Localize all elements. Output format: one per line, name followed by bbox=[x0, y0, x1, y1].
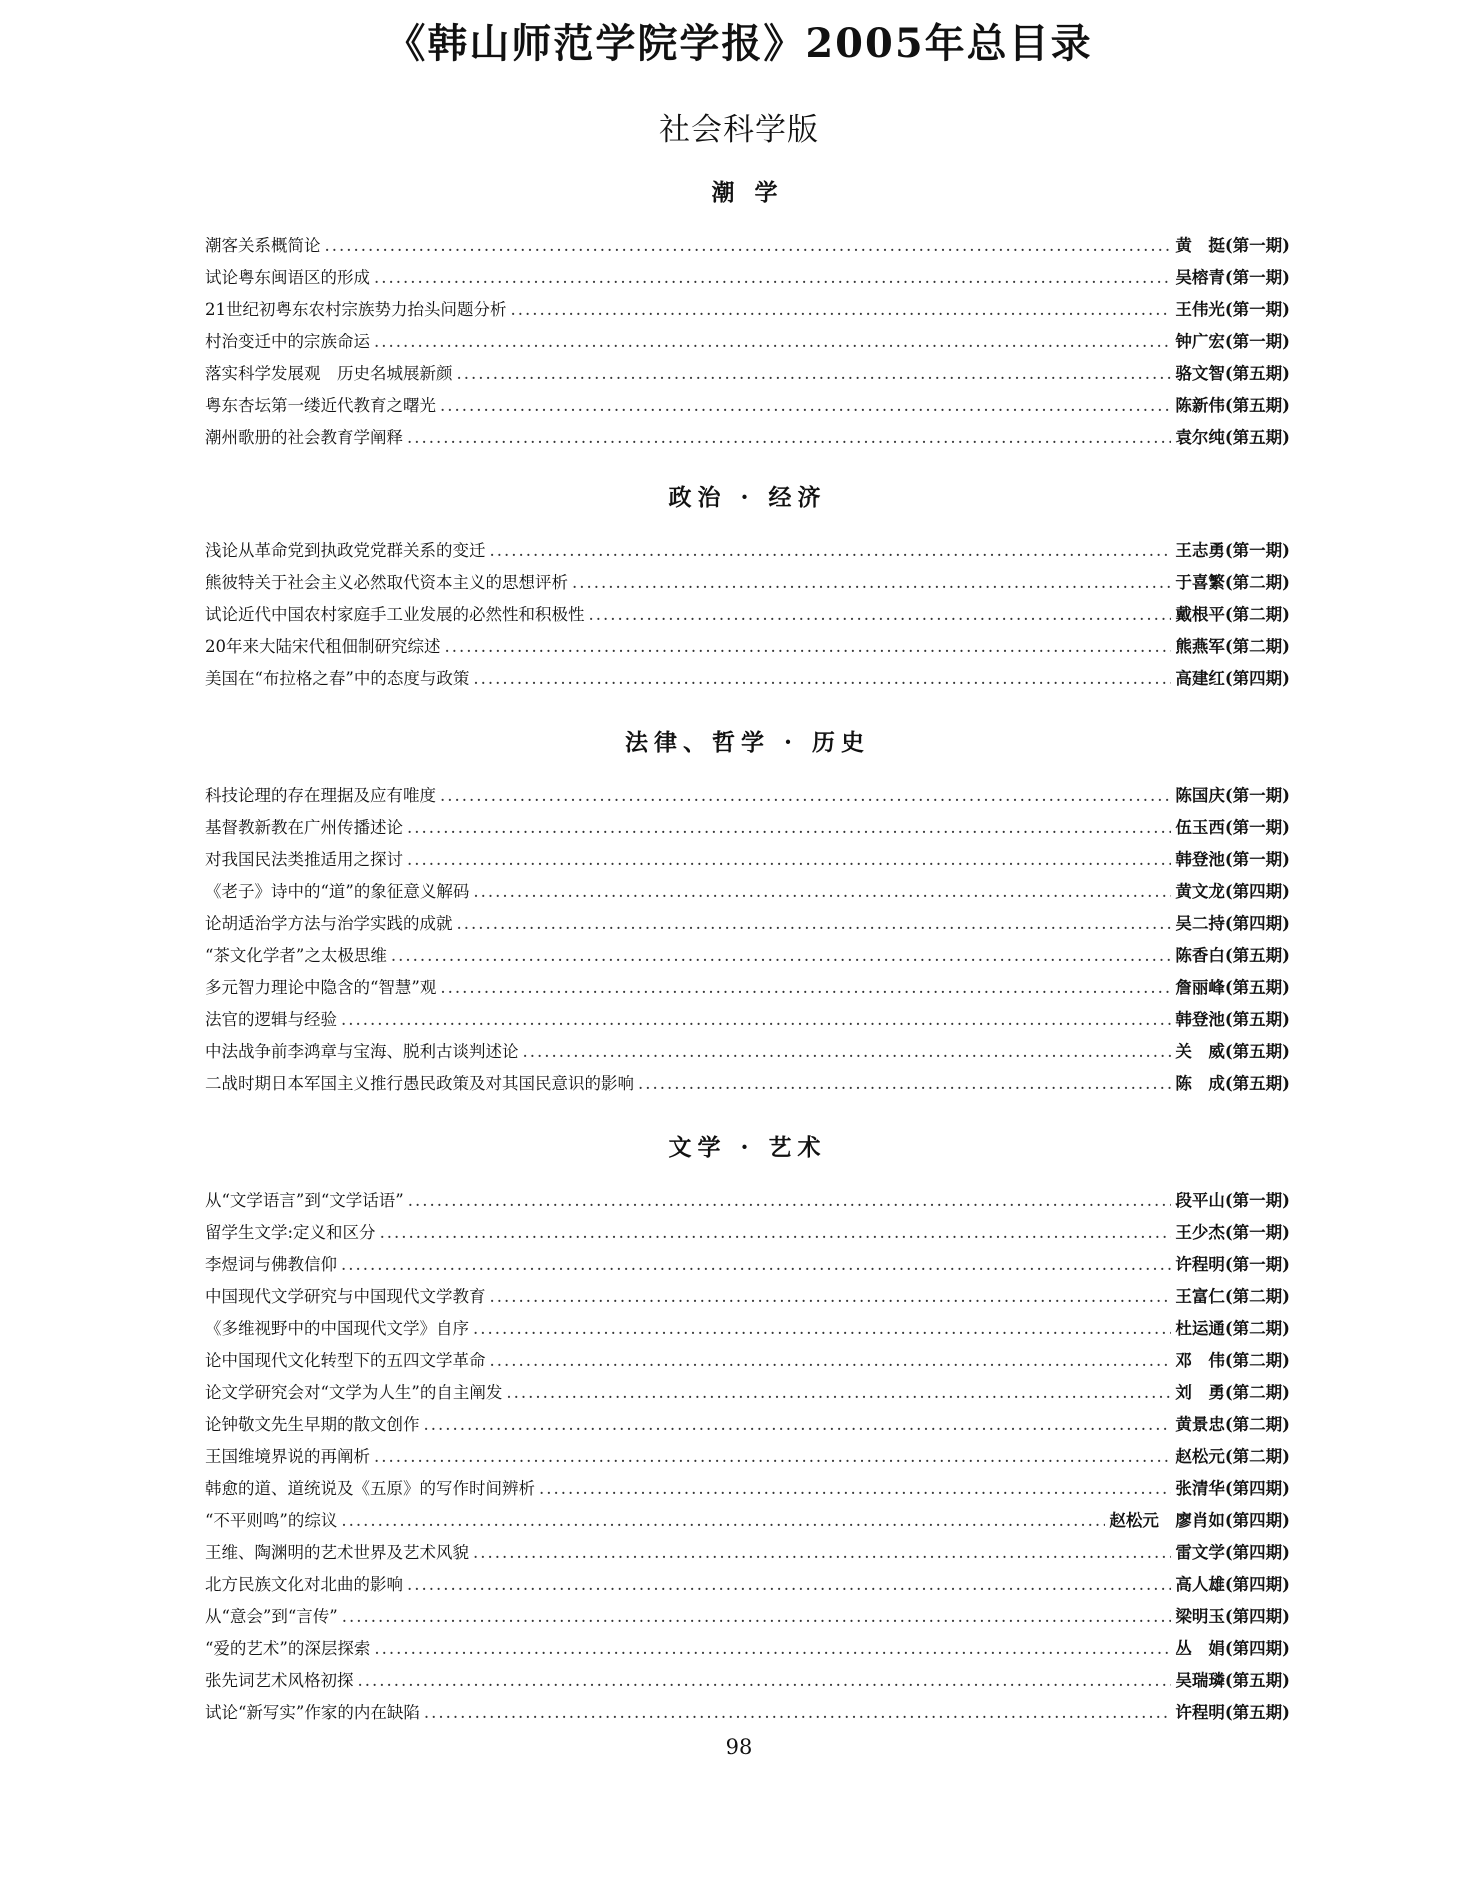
entry-issue: (第五期) bbox=[1224, 1042, 1290, 1061]
entry-title: 韩愈的道、道统说及《五原》的写作时间辨析 bbox=[205, 1479, 535, 1498]
entry-issue: (第五期) bbox=[1224, 428, 1290, 447]
entry-author: 杜运通 bbox=[1175, 1319, 1225, 1338]
dot-leader bbox=[506, 1377, 1171, 1409]
entry-title: 熊彼特关于社会主义必然取代资本主义的思想评析 bbox=[205, 573, 568, 592]
entry-issue: (第五期) bbox=[1224, 364, 1290, 383]
entry-author: 黄文龙 bbox=[1175, 882, 1225, 901]
entry-issue: (第一期) bbox=[1224, 236, 1290, 255]
entry-title: 试论粤东闽语区的形成 bbox=[205, 268, 370, 287]
dot-leader bbox=[473, 876, 1171, 908]
toc-entry bbox=[205, 1633, 1290, 1665]
entry-issue: (第二期) bbox=[1224, 1415, 1290, 1434]
toc-entry bbox=[205, 1569, 1290, 1601]
dot-leader bbox=[511, 294, 1172, 326]
entry-issue: (第二期) bbox=[1224, 637, 1290, 656]
entry-issue: (第五期) bbox=[1224, 1010, 1290, 1029]
entry-title: 对我国民法类推适用之探讨 bbox=[205, 850, 403, 869]
entry-issue: (第五期) bbox=[1224, 946, 1290, 965]
entry-title: 北方民族文化对北曲的影响 bbox=[205, 1575, 403, 1594]
entry-title: 论中国现代文化转型下的五四文学革命 bbox=[205, 1351, 486, 1370]
entry-title: 二战时期日本军国主义推行愚民政策及对其国民意识的影响 bbox=[205, 1074, 634, 1093]
entry-issue: (第二期) bbox=[1224, 573, 1290, 592]
toc-entry bbox=[205, 262, 1290, 294]
entry-issue: (第四期) bbox=[1224, 1575, 1290, 1594]
entry-author: 陈香白 bbox=[1175, 946, 1225, 965]
entry-issue: (第四期) bbox=[1224, 882, 1290, 901]
dot-leader bbox=[408, 1185, 1172, 1217]
dot-leader bbox=[523, 1036, 1172, 1068]
dot-leader bbox=[325, 230, 1172, 262]
entry-title: 多元智力理论中隐含的“智慧”观 bbox=[205, 978, 437, 997]
toc-entry bbox=[205, 876, 1290, 908]
dot-leader bbox=[374, 1441, 1171, 1473]
entry-title: 法官的逻辑与经验 bbox=[205, 1010, 337, 1029]
dot-leader bbox=[572, 567, 1171, 599]
toc-entry bbox=[205, 1249, 1290, 1281]
entry-issue: (第一期) bbox=[1224, 1255, 1290, 1274]
entry-title: 科技论理的存在理据及应有唯度 bbox=[205, 786, 436, 805]
toc-section bbox=[205, 728, 1290, 1100]
entry-issue: (第五期) bbox=[1224, 396, 1290, 415]
entry-issue: (第二期) bbox=[1224, 1383, 1290, 1402]
entry-title: 试论近代中国农村家庭手工业发展的必然性和积极性 bbox=[205, 605, 585, 624]
entry-issue: (第四期) bbox=[1224, 1543, 1290, 1562]
toc-entry bbox=[205, 1697, 1290, 1729]
entry-issue: (第一期) bbox=[1224, 786, 1290, 805]
entry-author: 赵松元 廖肖如 bbox=[1109, 1511, 1225, 1530]
entry-author: 熊燕军 bbox=[1175, 637, 1225, 656]
entry-author: 吴榕青 bbox=[1175, 268, 1225, 287]
toc-entry bbox=[205, 230, 1290, 262]
entry-title: “不平则鸣”的综议 bbox=[205, 1511, 338, 1530]
entry-issue: (第一期) bbox=[1224, 850, 1290, 869]
entry-author: 于喜繁 bbox=[1175, 573, 1225, 592]
dot-leader bbox=[407, 422, 1171, 454]
toc-entry bbox=[205, 780, 1290, 812]
section-heading: 潮 学 bbox=[711, 179, 784, 206]
dot-leader bbox=[490, 535, 1172, 567]
entry-issue: (第四期) bbox=[1224, 914, 1290, 933]
dot-leader bbox=[380, 1217, 1172, 1249]
entry-author: 戴根平 bbox=[1175, 605, 1225, 624]
entry-title: 李煜词与佛教信仰 bbox=[205, 1255, 337, 1274]
entry-title: 从“意会”到“言传” bbox=[205, 1607, 338, 1626]
entry-author: 刘 勇 bbox=[1175, 1383, 1225, 1402]
page-title: 《韩山师范学院学报》2005年总目录 bbox=[385, 20, 1093, 67]
entry-author: 吴瑞璘 bbox=[1175, 1671, 1225, 1690]
entry-issue: (第一期) bbox=[1224, 268, 1290, 287]
section-heading: 文学 · 艺术 bbox=[668, 1134, 827, 1161]
entry-title: 从“文学语言”到“文学话语” bbox=[205, 1191, 404, 1210]
entry-issue: (第五期) bbox=[1224, 1074, 1290, 1093]
entry-issue: (第四期) bbox=[1224, 1479, 1290, 1498]
dot-leader bbox=[539, 1473, 1171, 1505]
entry-title: 中法战争前李鸿章与宝海、脱利古谈判述论 bbox=[205, 1042, 519, 1061]
toc-entry bbox=[205, 1185, 1290, 1217]
toc-entry bbox=[205, 812, 1290, 844]
dot-leader bbox=[473, 663, 1171, 695]
toc-entry bbox=[205, 1068, 1290, 1100]
entry-author: 高人雄 bbox=[1175, 1575, 1225, 1594]
dot-leader bbox=[374, 262, 1171, 294]
entry-title: 21世纪初粤东农村宗族势力抬头问题分析 bbox=[205, 300, 507, 319]
dot-leader bbox=[440, 780, 1171, 812]
entry-title: 浅论从革命党到执政党党群关系的变迁 bbox=[205, 541, 486, 560]
toc-entry bbox=[205, 1036, 1290, 1068]
entry-issue: (第一期) bbox=[1224, 818, 1290, 837]
toc-entry bbox=[205, 1004, 1290, 1036]
toc-entry bbox=[205, 1377, 1290, 1409]
entry-author: 钟广宏 bbox=[1175, 332, 1225, 351]
dot-leader bbox=[341, 1004, 1171, 1036]
entry-author: 黄景忠 bbox=[1175, 1415, 1225, 1434]
toc-section bbox=[205, 178, 1290, 454]
toc-entry bbox=[205, 1505, 1290, 1537]
entry-author: 伍玉西 bbox=[1175, 818, 1225, 837]
entry-author: 詹丽峰 bbox=[1175, 978, 1225, 997]
entry-issue: (第一期) bbox=[1224, 332, 1290, 351]
entry-author: 雷文学 bbox=[1175, 1543, 1225, 1562]
entry-issue: (第五期) bbox=[1224, 1671, 1290, 1690]
entry-author: 邓 伟 bbox=[1175, 1351, 1225, 1370]
entry-title: 基督教新教在广州传播述论 bbox=[205, 818, 403, 837]
entry-author: 韩登池 bbox=[1175, 850, 1225, 869]
entry-title: 落实科学发展观 历史名城展新颜 bbox=[205, 364, 453, 383]
dot-leader bbox=[342, 1601, 1172, 1633]
entry-author: 关 威 bbox=[1175, 1042, 1225, 1061]
toc-entry bbox=[205, 390, 1290, 422]
dot-leader bbox=[473, 1537, 1171, 1569]
toc-entry bbox=[205, 422, 1290, 454]
entry-author: 袁尔纯 bbox=[1175, 428, 1225, 447]
toc-entry bbox=[205, 1537, 1290, 1569]
entry-title: 张先词艺术风格初探 bbox=[205, 1671, 354, 1690]
toc-entry bbox=[205, 1665, 1290, 1697]
entry-author: 赵松元 bbox=[1175, 1447, 1225, 1466]
entry-author: 王少杰 bbox=[1175, 1223, 1225, 1242]
dot-leader bbox=[391, 940, 1172, 972]
entry-author: 梁明玉 bbox=[1175, 1607, 1225, 1626]
dot-leader bbox=[440, 972, 1171, 1004]
toc-entry bbox=[205, 535, 1290, 567]
dot-leader bbox=[341, 1249, 1171, 1281]
section-heading: 政治 · 经济 bbox=[668, 484, 827, 511]
entry-author: 骆文智 bbox=[1175, 364, 1225, 383]
entry-author: 张清华 bbox=[1175, 1479, 1225, 1498]
dot-leader bbox=[424, 1697, 1172, 1729]
toc-entry bbox=[205, 599, 1290, 631]
entry-issue: (第五期) bbox=[1224, 978, 1290, 997]
toc-entry bbox=[205, 1217, 1290, 1249]
toc-entry bbox=[205, 1281, 1290, 1313]
toc-entry bbox=[205, 908, 1290, 940]
entry-title: 村治变迁中的宗族命运 bbox=[205, 332, 370, 351]
dot-leader bbox=[440, 390, 1171, 422]
toc-entry bbox=[205, 567, 1290, 599]
dot-leader bbox=[374, 1633, 1171, 1665]
entry-issue: (第五期) bbox=[1224, 1703, 1290, 1722]
entry-title: 留学生文学:定义和区分 bbox=[205, 1223, 376, 1242]
toc-entry bbox=[205, 844, 1290, 876]
entry-issue: (第一期) bbox=[1224, 1191, 1290, 1210]
dot-leader bbox=[407, 1569, 1171, 1601]
entry-issue: (第四期) bbox=[1224, 1511, 1290, 1530]
toc-entry bbox=[205, 972, 1290, 1004]
dot-leader bbox=[490, 1281, 1172, 1313]
entry-title: 论文学研究会对“文学为人生”的自主阐发 bbox=[205, 1383, 503, 1402]
entry-title: 《多维视野中的中国现代文学》自序 bbox=[205, 1319, 469, 1338]
dot-leader bbox=[490, 1345, 1172, 1377]
entry-title: 美国在“布拉格之春”中的态度与政策 bbox=[205, 669, 470, 688]
toc-entry bbox=[205, 1345, 1290, 1377]
dot-leader bbox=[589, 599, 1172, 631]
entry-author: 段平山 bbox=[1175, 1191, 1225, 1210]
entry-author: 许程明 bbox=[1175, 1255, 1225, 1274]
dot-leader bbox=[341, 1505, 1105, 1537]
entry-title: 中国现代文学研究与中国现代文学教育 bbox=[205, 1287, 486, 1306]
toc-entry bbox=[205, 1441, 1290, 1473]
dot-leader bbox=[374, 326, 1171, 358]
entry-issue: (第一期) bbox=[1224, 541, 1290, 560]
entry-author: 黄 挺 bbox=[1175, 236, 1225, 255]
entry-title: 潮州歌册的社会教育学阐释 bbox=[205, 428, 403, 447]
entry-issue: (第二期) bbox=[1224, 1351, 1290, 1370]
toc-entry bbox=[205, 940, 1290, 972]
entry-author: 陈国庆 bbox=[1175, 786, 1225, 805]
entry-title: 王维、陶渊明的艺术世界及艺术风貌 bbox=[205, 1543, 469, 1562]
entry-title: 《老子》诗中的“道”的象征意义解码 bbox=[205, 882, 470, 901]
dot-leader bbox=[638, 1068, 1171, 1100]
entry-title: 王国维境界说的再阐析 bbox=[205, 1447, 370, 1466]
entry-title: 20年来大陆宋代租佃制研究综述 bbox=[205, 637, 441, 656]
toc-section bbox=[205, 483, 1290, 695]
toc-entry bbox=[205, 1313, 1290, 1345]
entry-author: 王富仁 bbox=[1175, 1287, 1225, 1306]
entry-title: “爱的艺术”的深层探索 bbox=[205, 1639, 371, 1658]
dot-leader bbox=[445, 631, 1172, 663]
dot-leader bbox=[407, 812, 1171, 844]
entry-author: 王志勇 bbox=[1175, 541, 1225, 560]
edition-label: 社会科学版 bbox=[659, 112, 819, 148]
entry-issue: (第四期) bbox=[1224, 1639, 1290, 1658]
entry-title: 论胡适治学方法与治学实践的成就 bbox=[205, 914, 453, 933]
entry-issue: (第二期) bbox=[1224, 1447, 1290, 1466]
entry-issue: (第一期) bbox=[1224, 1223, 1290, 1242]
toc-entry bbox=[205, 663, 1290, 695]
toc-entry bbox=[205, 358, 1290, 390]
entry-author: 陈新伟 bbox=[1175, 396, 1225, 415]
entry-title: 试论“新写实”作家的内在缺陷 bbox=[205, 1703, 420, 1722]
page-number: 98 bbox=[725, 1735, 753, 1759]
entry-author: 高建红 bbox=[1175, 669, 1225, 688]
section-heading: 法律、哲学 · 历史 bbox=[624, 729, 871, 756]
entry-author: 王伟光 bbox=[1175, 300, 1225, 319]
entry-author: 韩登池 bbox=[1175, 1010, 1225, 1029]
entry-title: 粤东杏坛第一缕近代教育之曙光 bbox=[205, 396, 436, 415]
dot-leader bbox=[424, 1409, 1172, 1441]
entry-issue: (第二期) bbox=[1224, 1319, 1290, 1338]
entry-issue: (第二期) bbox=[1224, 1287, 1290, 1306]
toc-entry bbox=[205, 1409, 1290, 1441]
toc-entry bbox=[205, 294, 1290, 326]
entry-issue: (第一期) bbox=[1224, 300, 1290, 319]
toc-entry bbox=[205, 631, 1290, 663]
entry-author: 吴二持 bbox=[1175, 914, 1225, 933]
dot-leader bbox=[457, 358, 1172, 390]
entry-author: 许程明 bbox=[1175, 1703, 1225, 1722]
toc-section bbox=[205, 1133, 1290, 1729]
dot-leader bbox=[457, 908, 1172, 940]
entry-issue: (第四期) bbox=[1224, 669, 1290, 688]
entry-title: 潮客关系概简论 bbox=[205, 236, 321, 255]
dot-leader bbox=[473, 1313, 1171, 1345]
entry-author: 丛 娟 bbox=[1175, 1639, 1225, 1658]
dot-leader bbox=[407, 844, 1171, 876]
entry-author: 陈 成 bbox=[1175, 1074, 1225, 1093]
entry-issue: (第四期) bbox=[1224, 1607, 1290, 1626]
toc-entry bbox=[205, 326, 1290, 358]
toc-entry bbox=[205, 1473, 1290, 1505]
toc-entry bbox=[205, 1601, 1290, 1633]
dot-leader bbox=[358, 1665, 1172, 1697]
entry-title: “茶文化学者”之太极思维 bbox=[205, 946, 387, 965]
entry-issue: (第二期) bbox=[1224, 605, 1290, 624]
entry-title: 论钟敬文先生早期的散文创作 bbox=[205, 1415, 420, 1434]
